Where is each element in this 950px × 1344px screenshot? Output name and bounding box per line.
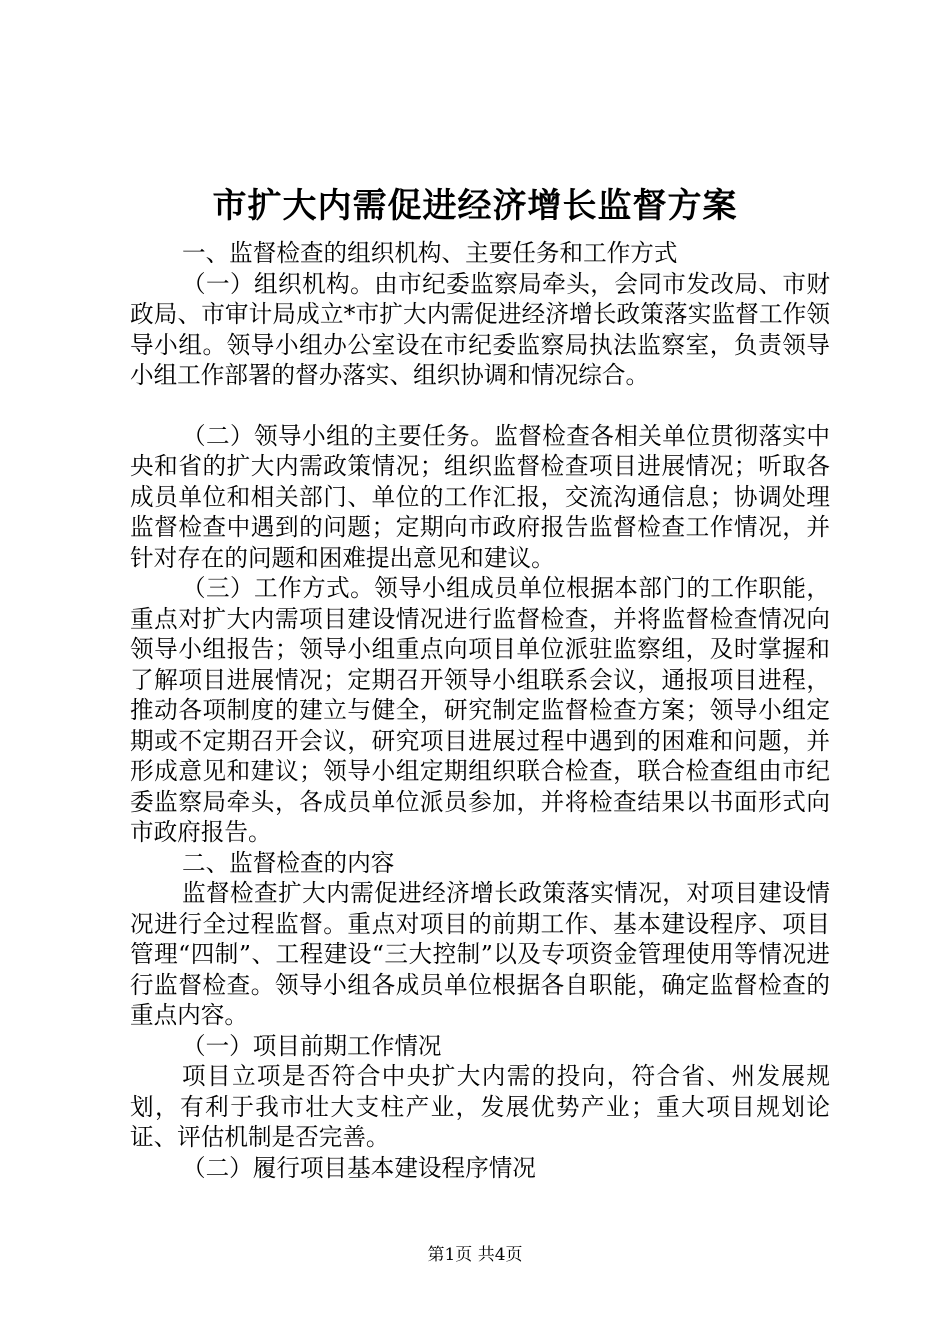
page-footer: 第1页 共4页 (427, 1245, 523, 1265)
section-heading-1: 一、监督检查的组织机构、主要任务和工作方式 (182, 239, 678, 267)
section-heading-2: 二、监督检查的内容 (182, 848, 395, 877)
document-title: 市扩大内需促进经济增长监督方案 (212, 186, 738, 226)
paragraph-gap (130, 391, 830, 421)
paragraph-main-tasks: （二）领导小组的主要任务。监督检查各相关单位贯彻落实中央和省的扩大内需政策情况；组织监督检查项目进展情况；听取各成员单位和相关部门、单位的工作汇报，交流沟通信息；协调处理监督检查中遇到的问题；定期向市政府报告监督检查工作情况，并针对存在的问题和困难提出意见和建议。 (130, 421, 830, 572)
document-body (130, 238, 830, 1183)
paragraph-content: 监督检查扩大内需促进经济增长政策落实情况，对项目建设情况进行全过程监督。重点对项目的前期工作、基本建设程序、项目管理“四制”、工程建设“三大控制”以及专项资金管理使用等情况进行监督检查。领导小组各成员单位根据各自职能，确定监督检查的重点内容。 (130, 879, 830, 1029)
paragraph-organization: （一）组织机构。由市纪委监察局牵头，会同市发改局、市财政局、市审计局成立*市扩大内需促进经济增长政策落实监督工作领导小组。领导小组办公室设在市纪委监察局执法监察室，负责领导小组工作部署的督办落实、组织协调和情况综合。 (130, 269, 830, 389)
paragraph-project-approval: 项目立项是否符合中央扩大内需的投向，符合省、州发展规划，有利于我市壮大支柱产业，发展优势产业；重大项目规划论证、评估机制是否完善。 (130, 1062, 830, 1151)
subheading-construction-procedure: （二）履行项目基本建设程序情况 (182, 1153, 536, 1182)
subheading-preliminary-work: （一）项目前期工作情况 (182, 1031, 442, 1060)
paragraph-work-method: （三）工作方式。领导小组成员单位根据本部门的工作职能，重点对扩大内需项目建设情况进行监督检查，并将监督检查情况向领导小组报告；领导小组重点向项目单位派驻监察组，及时掌握和了解项目进展情况；定期召开领导小组联系会议，通报项目进程，推动各项制度的建立与健全，研究制定监督检查方案；领导小组定期或不定期召开会议，研究项目进展过程中遇到的困难和问题，并形成意见和建议；领导小组定期组织联合检查，联合检查组由市纪委监察局牵头，各成员单位派员参加，并将检查结果以书面形式向市政府报告。 (130, 574, 830, 846)
